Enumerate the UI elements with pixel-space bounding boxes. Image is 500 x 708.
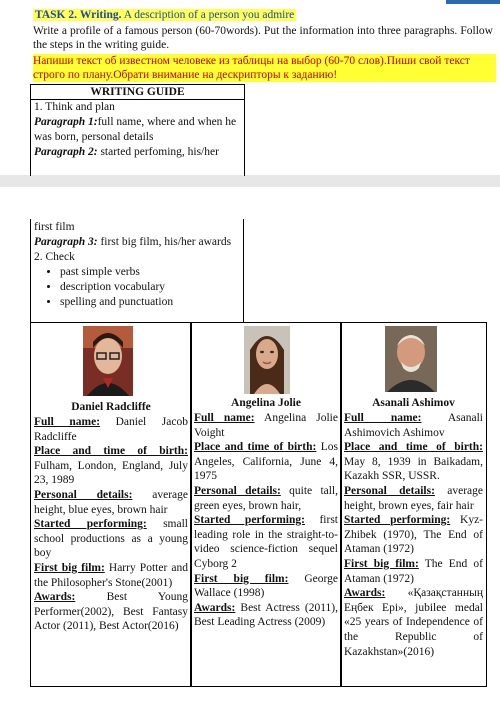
birth-value: Los Angeles, California, June 4, 1975 [194,441,339,483]
started-label: Started performing: [194,514,305,527]
birth-value: May 8, 1939 in Baikadam, Kazakh SSR, USSR. [344,455,483,483]
full-name-label: Full name: [344,412,422,424]
guide-cont-first: first film [34,221,75,233]
writing-guide [30,84,245,176]
check-item: • spelling and punctuation [60,295,241,310]
awards-label: Awards: [344,587,386,600]
page-gap [0,175,500,187]
writing-guide-continued [30,219,244,322]
birth-label: Place and time of birth: [34,445,188,458]
person-details [194,411,338,630]
started-label: Started performing: [34,518,147,531]
full-name-value: Daniel Jacob Radcliffe [34,416,188,443]
guide-paragraph2 [34,145,241,160]
details-value: average height, brown eyes, fair hair [344,484,484,512]
birth-label: Place and time of birth: [194,441,317,454]
guide-step2: 2. Check [34,251,75,263]
guide-text [34,100,241,160]
details-label: Personal details: [34,488,133,501]
awards-value: Best Young Performer(2002), Best Fantasy Actor (2011), Best Actor(2016) [34,591,188,633]
full-name-value: Asanali Ashimovich Ashimov [344,412,483,439]
birth-label: Place and time of birth: [344,441,483,454]
started-value: first leading role in the straight-to-video science-fiction sequel Cyborg 2 [194,514,339,570]
film-label: First big film: [34,561,105,574]
started-label: Started performing: [344,514,451,527]
guide-paragraph1 [34,115,241,145]
awards-label: Awards: [34,591,76,604]
person-name: Asanali Ashimov [372,397,455,409]
film-value: The End of Ataman (1972) [344,557,483,585]
task-label: TASK 2. [35,9,77,21]
guide-title: WRITING GUIDE [31,85,244,100]
awards-label: Awards: [194,601,236,614]
ashimov-photo [385,326,437,392]
task-heading [33,9,296,21]
details-value: average height, blue eyes, brown hair [34,488,189,516]
guide-paragraph3 [34,235,241,250]
task-instructions: Write a profile of a famous person (60-70words). Put the information into three paragraphs. Follow the steps in the writing guide. [33,25,493,51]
details-label: Personal details: [194,484,281,497]
started-value: small school productions as a young boy [34,518,188,560]
radcliffe-photo [83,326,133,396]
check-item: • past simple verbs [60,265,241,280]
task-subtitle: A description of a person you admire [121,9,295,21]
full-name-label: Full name: [194,412,255,424]
details-label: Personal details: [344,484,435,497]
guide-step1: 1. Think and plan [34,101,115,113]
started-value: Kyz-Zhibek (1970), The End of Ataman (1972) [344,514,483,556]
task-title: Writing. [79,9,122,21]
p3-text: first big film, his/her awards [97,236,232,248]
full-name-value: Angelina Jolie Voight [194,412,338,439]
person-details [34,415,188,634]
details-value: quite tall, green eyes, brown hair, [194,484,339,512]
check-item: • description vocabulary [60,280,241,295]
awards-value: «Қазақстанның Еңбек Ері», jubilee medal «25 years of Independence of the Republic of Kazakhstan»(2016) [344,587,483,658]
top-bar [446,0,500,4]
film-value: Harry Potter and the Philosopher's Stone(2001) [34,561,188,589]
jolie-photo [244,326,290,394]
person-column-radcliffe [30,322,192,687]
p3-label: Paragraph 3: [34,236,98,248]
check-list [34,265,241,310]
film-label: First big film: [194,572,289,585]
film-value: George Wallace (1998) [194,572,338,600]
person-name: Daniel Radcliffe [71,401,151,413]
full-name-label: Full name: [34,416,101,428]
birth-value: Fulham, London, England, July 23, 1989 [34,459,188,487]
guide-cont-text [34,220,241,310]
person-column-jolie [190,322,342,687]
p1-label: Paragraph 1: [34,116,98,128]
task-russian-instructions: Напиши текст об известном человеке из таблицы на выбор (60-70 слов).Пиши свой текст строго по плану.Обрати внимание на дескрипторы к заданию! [33,54,496,82]
person-name: Angelina Jolie [231,397,301,409]
film-label: First big film: [344,557,419,570]
awards-value: Best Actress (2011), Best Leading Actress (2009) [194,601,338,629]
person-details [344,411,483,659]
p1-text: full name, where and when he was born, personal details [34,116,237,143]
p2-text: started perfoming, his/her [97,146,219,158]
person-column-ashimov [340,322,487,687]
p2-label: Paragraph 2: [34,146,98,158]
